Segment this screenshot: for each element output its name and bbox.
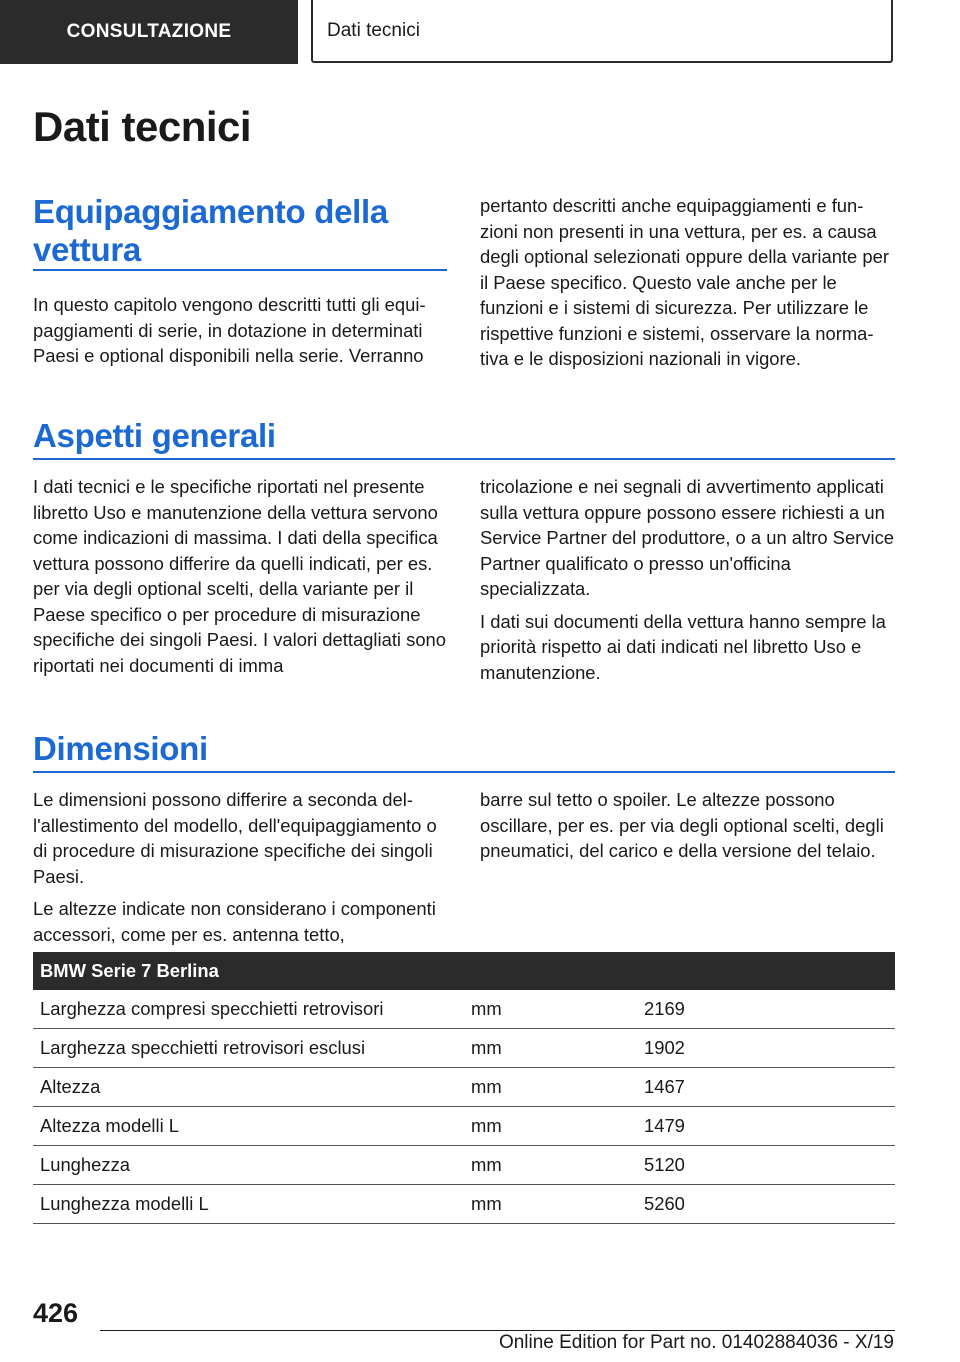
cell-value: 1902 [637, 1029, 895, 1068]
table-row [33, 1029, 895, 1068]
table-row [33, 1068, 895, 1107]
section-rule [33, 458, 895, 460]
footer-rule [100, 1330, 895, 1331]
cell-label: Altezza modelli L [33, 1107, 464, 1146]
column-right [480, 474, 895, 692]
page-title: Dati tecnici [33, 103, 252, 150]
page-number: 426 [33, 1298, 79, 1328]
paragraph: pertanto descritti anche equipaggiamenti e funzioni non presenti in una vettura, per es. a causa degli optional selezionati oppure della variante per il Paese specifico. Questo vale anche per le funzioni e i sistemi di sicurezza. Per utilizzare le rispettive funzioni e sistemi, osservare la normativa e le disposizioni nazionali in vigore. [480, 195, 889, 369]
table-header-row [33, 952, 895, 990]
cell-unit: mm [464, 990, 637, 1029]
dimensions-table [33, 952, 895, 1224]
edition-note: Online Edition for Part no. 01402884036 - X/19 [498, 1332, 894, 1353]
cell-label: Larghezza compresi specchietti retrovisori [33, 990, 464, 1029]
cell-value: 5120 [637, 1146, 895, 1185]
paragraph: tricolazione e nei segnali di avvertimento applicati sulla vettura oppure possono essere richiesti a un Service Partner del produttore, o a un altro Service Partner qualificato o presso un'officina specializzata. [480, 476, 895, 599]
heading-line-1: Equipaggiamento della [33, 193, 388, 230]
table-row [33, 990, 895, 1029]
cell-value: 2169 [637, 990, 895, 1029]
cell-label: Lunghezza [33, 1146, 464, 1185]
cell-label: Altezza [33, 1068, 464, 1107]
cell-label: Larghezza specchietti retrovisori esclusi [33, 1029, 464, 1068]
cell-unit: mm [464, 1107, 637, 1146]
paragraph: Le altezze indicate non considerano i componenti accessori, come per es. antenna tetto, [33, 898, 436, 945]
paragraph: In questo capitolo vengono descritti tutti gli equipaggiamenti di serie, in dotazione in determinati Paesi e optional disponibili nella serie. Verranno [33, 294, 426, 366]
column-right [480, 193, 895, 379]
heading-dimensioni: Dimensioni [33, 730, 208, 767]
cell-unit: mm [464, 1029, 637, 1068]
cell-unit: mm [464, 1068, 637, 1107]
column-right [480, 787, 895, 871]
table-row [33, 1185, 895, 1224]
table-row [33, 1107, 895, 1146]
heading-aspetti-generali: Aspetti generali [33, 417, 276, 454]
section-header [311, 0, 893, 63]
section-header-label: Dati tecnici [327, 19, 420, 41]
heading-equipaggiamento [33, 193, 388, 269]
cell-unit: mm [464, 1185, 637, 1224]
column-left [33, 787, 448, 954]
column-left [33, 474, 448, 685]
paragraph: I dati sui documenti della vettura hanno sempre la priorità rispetto ai dati indicati nel libretto Uso e manutenzione. [480, 610, 886, 683]
cell-unit: mm [464, 1146, 637, 1185]
cell-value: 5260 [637, 1185, 895, 1224]
section-rule [33, 771, 895, 773]
cell-value: 1467 [637, 1068, 895, 1107]
paragraph: barre sul tetto o spoiler. Le altezze possono oscillare, per es. per via degli optional scelti, degli pneumatici, del carico e della versione del telaio. [480, 789, 884, 861]
table-row [33, 1146, 895, 1185]
table-title: BMW Serie 7 Berlina [33, 952, 895, 990]
paragraph: I dati tecnici e le specifiche riportati nel presente libretto Uso e manutenzione della vettura servono come indicazioni di massima. I dati della specifica vettura possono differire da quelli indicati, per es. per via degli optional scelti, della variante per il Paese specifico o per procedure di misurazione specifiche dei singoli Paesi. I valori dettagliati sono riportati nei documenti di imma [33, 476, 446, 676]
cell-label: Lunghezza modelli L [33, 1185, 464, 1224]
chapter-tab: CONSULTAZIONE [0, 0, 298, 64]
column-left [33, 292, 448, 376]
heading-line-2: vettura [33, 231, 141, 268]
section-rule [33, 269, 447, 271]
paragraph: Le dimensioni possono differire a seconda dell'allestimento del modello, dell'equipaggiamento o di procedure di misurazione specifiche dei singoli Paesi. [33, 789, 437, 887]
cell-value: 1479 [637, 1107, 895, 1146]
